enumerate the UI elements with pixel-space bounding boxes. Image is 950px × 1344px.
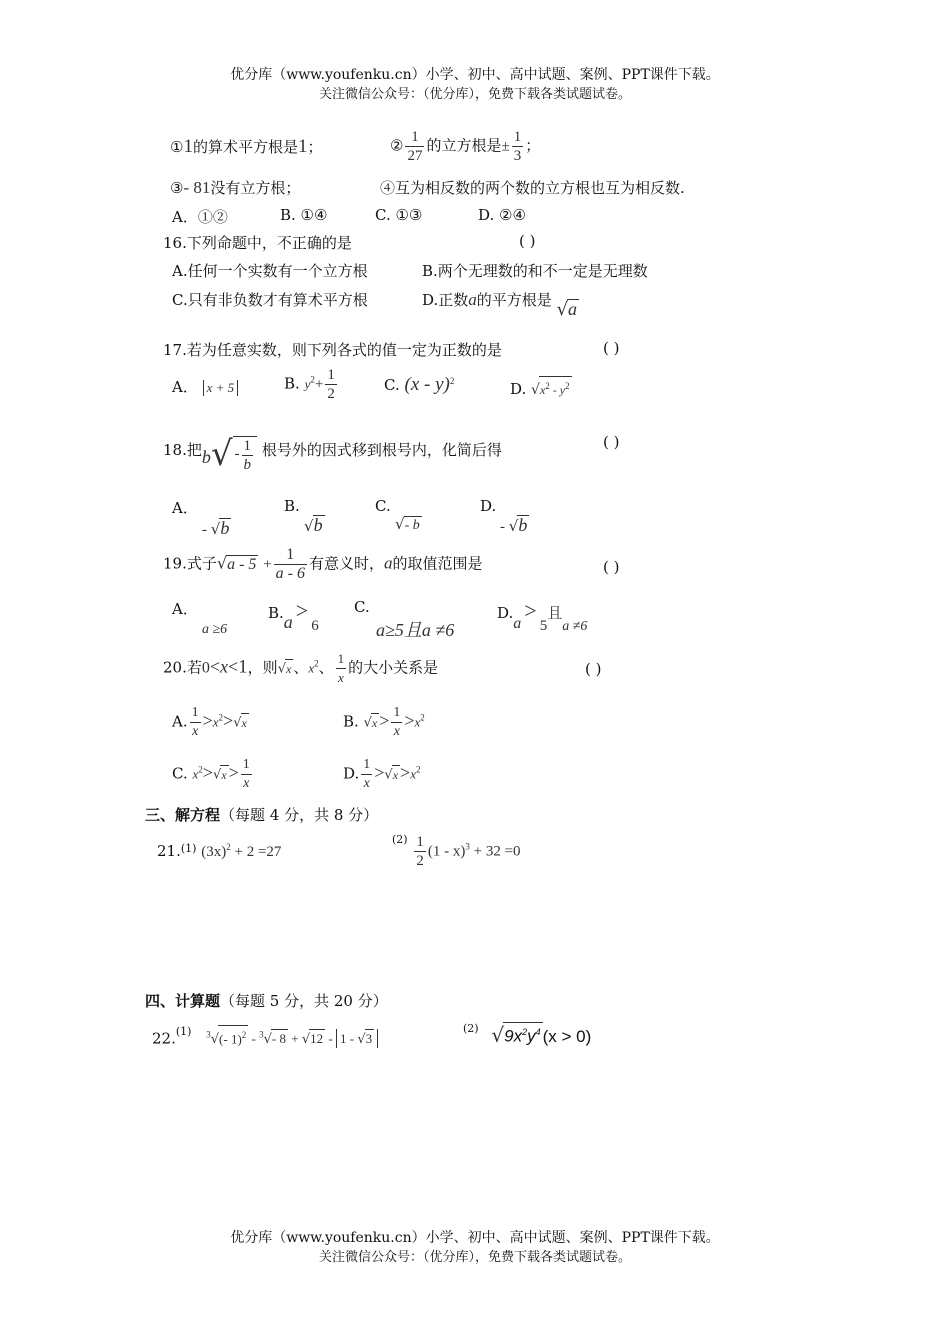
q17-answer-paren: ( ) [603, 339, 620, 357]
q18-answer-paren: ( ) [603, 433, 620, 451]
q15-statement-1: ①1的算术平方根是1； [170, 136, 323, 157]
q16-stem: 16.下列命题中，不正确的是 [163, 234, 352, 252]
q20-option-c: C. $x^2>√x$ > $\frac{1}{x}$ [172, 757, 250, 791]
q15-statement-3: ③- 81没有立方根； [170, 178, 301, 197]
q17-stem: 17.若为任意实数，则下列各式的值一定为正数的是 [163, 341, 502, 359]
q21-part-2: $^{(2)}$ $\frac{1}{2}$ (1 - x)$^3$ + 32 =0 [392, 833, 521, 869]
section-3-title: 三、解方程（每题 4 分，共 8 分） [145, 806, 379, 824]
q18-option-a: A． - √b [172, 499, 230, 538]
q20-answer-paren: ( ) [585, 660, 602, 678]
q17-option-b: B. $y^2+$ $\frac{1}{2}$ [284, 367, 335, 402]
q16-answer-paren: ( ) [519, 232, 536, 250]
q21-part-1: 21.$^{(1)}$ $(3x)^2 + 2 =27$ [157, 842, 282, 860]
q19-option-a: A． a ≥6 [172, 600, 228, 637]
q18-option-b: B. √b [284, 497, 323, 535]
q17-option-c: C. (x - y)$^2$ [384, 374, 455, 395]
q15-statement-2: ② $\frac{1}{27}$ 的立方根是± $\frac{1}{3}$ ； [390, 129, 541, 164]
q16-option-c: C.只有非负数才有算术平方根 [172, 291, 368, 309]
header-line-2: 关注微信公众号：（优分库），免费下载各类试题试卷。 [318, 87, 631, 102]
q18-option-c: C. √- b [375, 497, 420, 533]
q20-option-a: A. $\frac{1}{x}$ $>x^2>√x$ [172, 705, 247, 739]
q18-stem: 18.把b√ - $\frac{1}{b}$ 根号外的因式移到根号内，化简后得 [163, 434, 502, 474]
footer-line-1: 优分库（www.youfenku.cn）小学、初中、高中试题、案例、PPT课件下载。 [230, 1230, 720, 1246]
q20-option-b: B. √x > $\frac{1}{x}$ $>x^2$ [343, 705, 425, 739]
q19-option-b: B.a >6 [268, 598, 319, 634]
q20-option-d: D. $\frac{1}{x}$ $>√x >x^2$ [343, 757, 421, 791]
q22-part-2: $^{(2)}$ $√9x^2y^4$ (x > 0) [463, 1022, 592, 1047]
footer-line-2: 关注微信公众号：（优分库），免费下载各类试题试卷。 [318, 1250, 631, 1265]
q19-option-c: C. a≥5且a ≠6 [354, 598, 455, 640]
q17-option-d: D. $√x^2 - y^2$ [510, 376, 572, 399]
q15-option-b: B. ①④ [280, 206, 328, 224]
q19-option-d: D.a>5且a ≠6 [497, 598, 588, 634]
q15-option-a: A．①② [172, 208, 228, 226]
section-4-title: 四、计算题（每题 5 分，共 20 分） [145, 992, 388, 1010]
q20-stem: 20.若0<x<1，则√x 、$x^2$、 $\frac{1}{x}$ 的大小关系是 [163, 651, 439, 685]
q17-option-a: A． x + 5 [172, 376, 238, 397]
q15-statement-4: ④互为相反数的两个数的立方根也互为相反数. [380, 179, 685, 197]
q22-part-1: 22.$^{(1)}$ $^3$√(- 1)$^2$ - $^3$√- 8 + √12 - 1 - √3 [152, 1025, 378, 1048]
q18-option-d: D. - √b [480, 497, 528, 535]
q16-option-a: A.任何一个实数有一个立方根 [172, 262, 368, 280]
q16-option-b: B.两个无理数的和不一定是无理数 [422, 262, 648, 280]
q15-option-d: D. ②④ [478, 206, 526, 224]
q16-option-d: D.正数a的平方根是 √a [422, 290, 578, 320]
q19-stem: 19.式子√a - 5 + $\frac{1}{a - 6}$ 有意义时，a的取值范围是 [163, 546, 483, 582]
header-line-1: 优分库（www.youfenku.cn）小学、初中、高中试题、案例、PPT课件下载。 [230, 67, 720, 83]
q19-answer-paren: ( ) [603, 558, 620, 576]
q15-option-c: C. ①③ [375, 206, 423, 224]
